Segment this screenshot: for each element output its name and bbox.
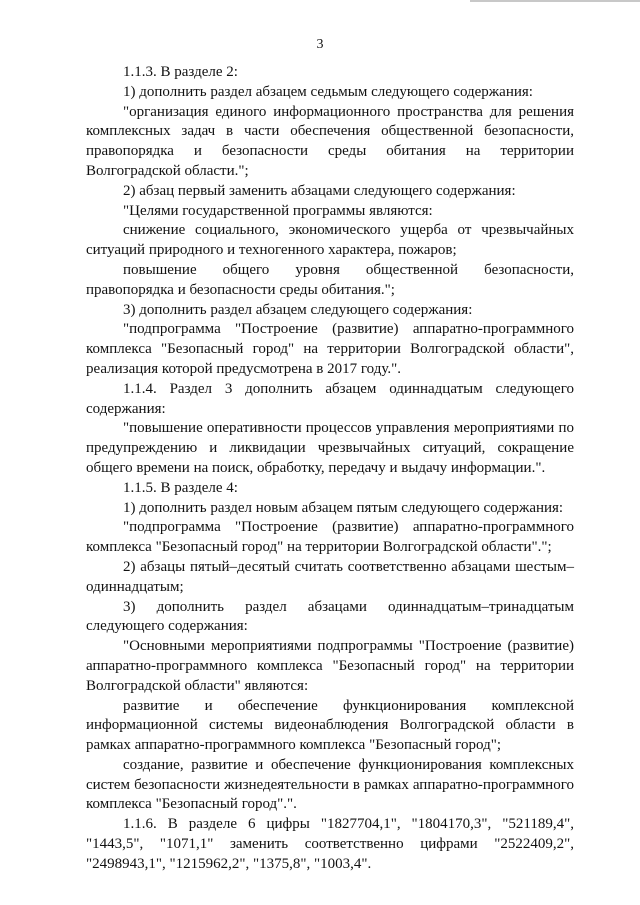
paragraph: "Целями государственной программы являются:: [123, 202, 433, 219]
paragraph: развитие и обеспечение функционирования комплексной информационной системы видеонаблюдения Волгоградской области в рамках аппаратно-программного комплекса "Безопасный город";: [86, 697, 574, 754]
paragraph: 3) дополнить раздел абзацами одиннадцатым–тринадцатым следующего содержания:: [86, 598, 574, 635]
paragraph: "Основными мероприятиями подпрограммы "Построение (развитие) аппаратно-программного комплекса "Безопасный город" на территории Волгоградской области" являются:: [86, 638, 574, 694]
section-heading-1-1-3: 1.1.3. В разделе 2:: [123, 64, 238, 80]
paragraph: "организация единого информационного пространства для решения комплексных задач в части обеспечения общественной безопасности, правопорядка и безопасности среды обитания на территории Волгоградской области.";: [86, 103, 574, 179]
scan-edge-mark: [470, 0, 640, 2]
paragraph: 1) дополнить раздел абзацем седьмым следующего содержания:: [123, 83, 533, 100]
paragraph: повышение общего уровня общественной безопасности, правопорядка и безопасности среды обитания.";: [86, 261, 574, 298]
paragraph: 2) абзацы пятый–десятый считать соответственно абзацами шестым–одиннадцатым;: [86, 558, 574, 595]
paragraph: создание, развитие и обеспечение функционирования комплексных систем безопасности жизнедеятельности в рамках аппаратно-программного комплекса "Безопасный город".".: [86, 756, 574, 813]
paragraph: "подпрограмма "Построение (развитие) аппаратно-программного комплекса "Безопасный город" на территории Волгоградской области".";: [86, 519, 574, 556]
paragraph: "повышение оперативности процессов управления мероприятиями по предупреждению и ликвидации чрезвычайных ситуаций, сокращение общего времени на поиск, обработку, передачу и выдачу информации.".: [86, 420, 574, 476]
section-heading-1-1-5: 1.1.5. В разделе 4:: [123, 479, 238, 496]
paragraph: 3) дополнить раздел абзацем следующего содержания:: [123, 301, 473, 318]
section-heading-1-1-6: 1.1.6. В разделе 6 цифры "1827704,1", "1804170,3", "521189,4", "1443,5", "1071,1" заменить соответственно цифрами "2522409,2", "2498943,1", "1215962,2", "1375,8", "1003,4".: [86, 816, 574, 872]
paragraph: снижение социального, экономического ущерба от чрезвычайных ситуаций природного и техногенного характера, пожаров;: [86, 222, 574, 259]
page-number: 3: [316, 37, 324, 52]
section-heading-1-1-4: 1.1.4. Раздел 3 дополнить абзацем одиннадцатым следующего содержания:: [86, 380, 574, 417]
paragraph: "подпрограмма "Построение (развитие) аппаратно-программного комплекса "Безопасный город" на территории Волгоградской области", реализация которой предусмотрена в 2017 году.".: [86, 321, 574, 377]
document-body: [86, 63, 574, 875]
paragraph: 1) дополнить раздел новым абзацем пятым следующего содержания:: [123, 499, 564, 516]
paragraph: 2) абзац первый заменить абзацами следующего содержания:: [123, 182, 516, 199]
